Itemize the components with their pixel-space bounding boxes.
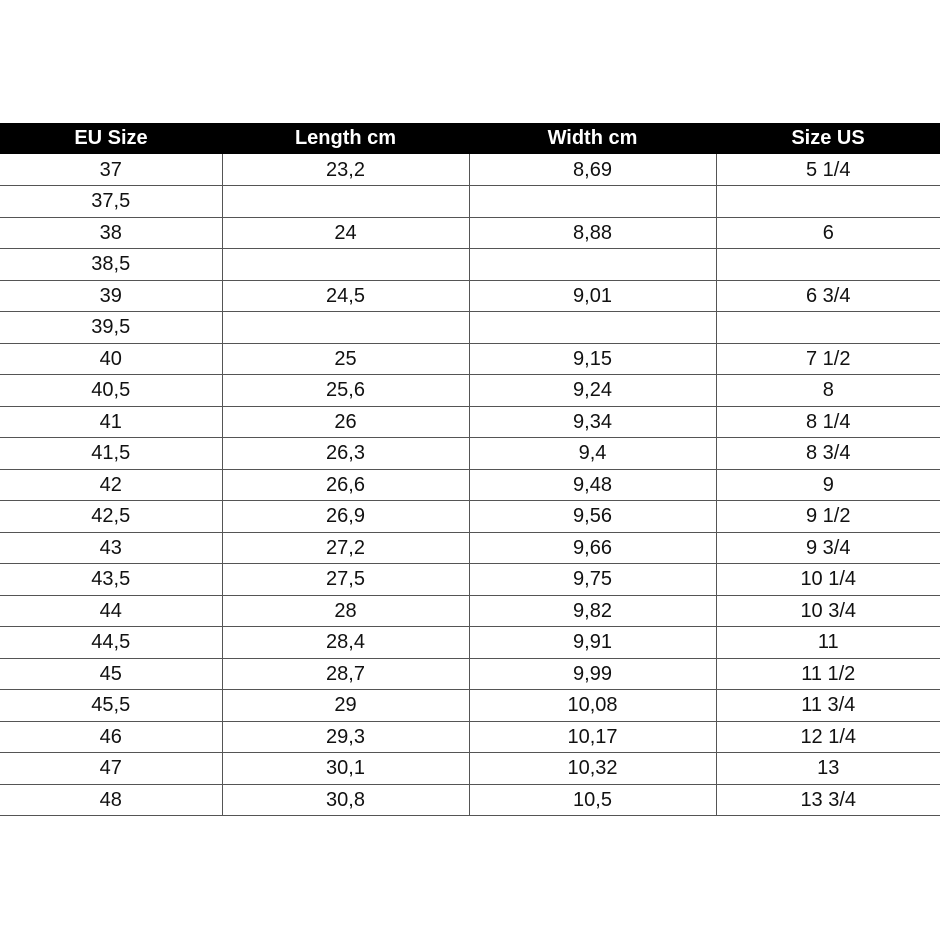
- cell-width-cm: 9,48: [469, 469, 716, 501]
- cell-length-cm: 30,1: [222, 753, 469, 785]
- cell-size-us: 13: [716, 753, 940, 785]
- cell-length-cm: 27,2: [222, 532, 469, 564]
- cell-length-cm: 30,8: [222, 784, 469, 816]
- table-row: [0, 501, 940, 533]
- cell-eu-size: 38,5: [0, 249, 222, 281]
- table-row: [0, 438, 940, 470]
- table-row: [0, 312, 940, 344]
- cell-length-cm: 25: [222, 343, 469, 375]
- table-row: [0, 280, 940, 312]
- table-row: [0, 658, 940, 690]
- table-row: [0, 406, 940, 438]
- cell-width-cm: 10,08: [469, 690, 716, 722]
- cell-length-cm: 24,5: [222, 280, 469, 312]
- table-row: [0, 375, 940, 407]
- cell-width-cm: 9,15: [469, 343, 716, 375]
- cell-eu-size: 39,5: [0, 312, 222, 344]
- cell-size-us: 11: [716, 627, 940, 659]
- cell-width-cm: 8,88: [469, 217, 716, 249]
- cell-size-us: 7 1/2: [716, 343, 940, 375]
- cell-length-cm: 26,6: [222, 469, 469, 501]
- cell-length-cm: 26,9: [222, 501, 469, 533]
- cell-length-cm: 29,3: [222, 721, 469, 753]
- cell-width-cm: 9,66: [469, 532, 716, 564]
- cell-eu-size: 45: [0, 658, 222, 690]
- cell-length-cm: 28: [222, 595, 469, 627]
- table-row: [0, 217, 940, 249]
- header-width-cm: Width cm: [469, 123, 716, 154]
- cell-size-us: 11 3/4: [716, 690, 940, 722]
- table-row: [0, 249, 940, 281]
- cell-eu-size: 42,5: [0, 501, 222, 533]
- cell-eu-size: 40,5: [0, 375, 222, 407]
- cell-width-cm: [469, 186, 716, 218]
- cell-width-cm: 9,4: [469, 438, 716, 470]
- cell-eu-size: 44: [0, 595, 222, 627]
- cell-size-us: 10 3/4: [716, 595, 940, 627]
- cell-width-cm: 9,24: [469, 375, 716, 407]
- table-body: [0, 154, 940, 816]
- cell-size-us: [716, 249, 940, 281]
- cell-size-us: 9 3/4: [716, 532, 940, 564]
- cell-length-cm: 27,5: [222, 564, 469, 596]
- cell-size-us: 6 3/4: [716, 280, 940, 312]
- table-row: [0, 532, 940, 564]
- cell-size-us: [716, 186, 940, 218]
- cell-width-cm: 10,17: [469, 721, 716, 753]
- table-row: [0, 721, 940, 753]
- cell-size-us: 11 1/2: [716, 658, 940, 690]
- cell-size-us: 13 3/4: [716, 784, 940, 816]
- cell-width-cm: 9,56: [469, 501, 716, 533]
- table-row: [0, 595, 940, 627]
- table-row: [0, 154, 940, 186]
- table-header: [0, 123, 940, 154]
- cell-eu-size: 44,5: [0, 627, 222, 659]
- cell-width-cm: 9,34: [469, 406, 716, 438]
- cell-eu-size: 47: [0, 753, 222, 785]
- cell-length-cm: [222, 312, 469, 344]
- table-row: [0, 564, 940, 596]
- cell-length-cm: 25,6: [222, 375, 469, 407]
- cell-eu-size: 41,5: [0, 438, 222, 470]
- cell-eu-size: 42: [0, 469, 222, 501]
- cell-size-us: 8 3/4: [716, 438, 940, 470]
- table-row: [0, 343, 940, 375]
- table-row: [0, 753, 940, 785]
- cell-eu-size: 46: [0, 721, 222, 753]
- table-row: [0, 784, 940, 816]
- cell-size-us: 6: [716, 217, 940, 249]
- table-row: [0, 186, 940, 218]
- cell-length-cm: 24: [222, 217, 469, 249]
- header-eu-size: EU Size: [0, 123, 222, 154]
- cell-width-cm: 8,69: [469, 154, 716, 186]
- cell-eu-size: 39: [0, 280, 222, 312]
- cell-eu-size: 45,5: [0, 690, 222, 722]
- cell-width-cm: [469, 249, 716, 281]
- header-size-us: Size US: [716, 123, 940, 154]
- cell-width-cm: 9,99: [469, 658, 716, 690]
- cell-eu-size: 40: [0, 343, 222, 375]
- cell-width-cm: 9,75: [469, 564, 716, 596]
- cell-eu-size: 38: [0, 217, 222, 249]
- cell-size-us: 10 1/4: [716, 564, 940, 596]
- size-chart-table: [0, 123, 940, 816]
- cell-width-cm: 9,01: [469, 280, 716, 312]
- cell-size-us: 9: [716, 469, 940, 501]
- cell-length-cm: 26,3: [222, 438, 469, 470]
- cell-size-us: [716, 312, 940, 344]
- cell-size-us: 8: [716, 375, 940, 407]
- cell-eu-size: 48: [0, 784, 222, 816]
- cell-length-cm: [222, 186, 469, 218]
- table-row: [0, 469, 940, 501]
- cell-eu-size: 37,5: [0, 186, 222, 218]
- cell-width-cm: 9,82: [469, 595, 716, 627]
- cell-length-cm: 23,2: [222, 154, 469, 186]
- cell-length-cm: 28,4: [222, 627, 469, 659]
- cell-eu-size: 43,5: [0, 564, 222, 596]
- cell-size-us: 12 1/4: [716, 721, 940, 753]
- cell-size-us: 9 1/2: [716, 501, 940, 533]
- cell-length-cm: [222, 249, 469, 281]
- cell-length-cm: 26: [222, 406, 469, 438]
- cell-size-us: 8 1/4: [716, 406, 940, 438]
- cell-width-cm: 9,91: [469, 627, 716, 659]
- cell-eu-size: 37: [0, 154, 222, 186]
- cell-eu-size: 41: [0, 406, 222, 438]
- cell-size-us: 5 1/4: [716, 154, 940, 186]
- table-row: [0, 627, 940, 659]
- table-row: [0, 690, 940, 722]
- cell-length-cm: 29: [222, 690, 469, 722]
- cell-width-cm: 10,5: [469, 784, 716, 816]
- cell-width-cm: [469, 312, 716, 344]
- cell-width-cm: 10,32: [469, 753, 716, 785]
- header-row: [0, 123, 940, 154]
- cell-eu-size: 43: [0, 532, 222, 564]
- cell-length-cm: 28,7: [222, 658, 469, 690]
- header-length-cm: Length cm: [222, 123, 469, 154]
